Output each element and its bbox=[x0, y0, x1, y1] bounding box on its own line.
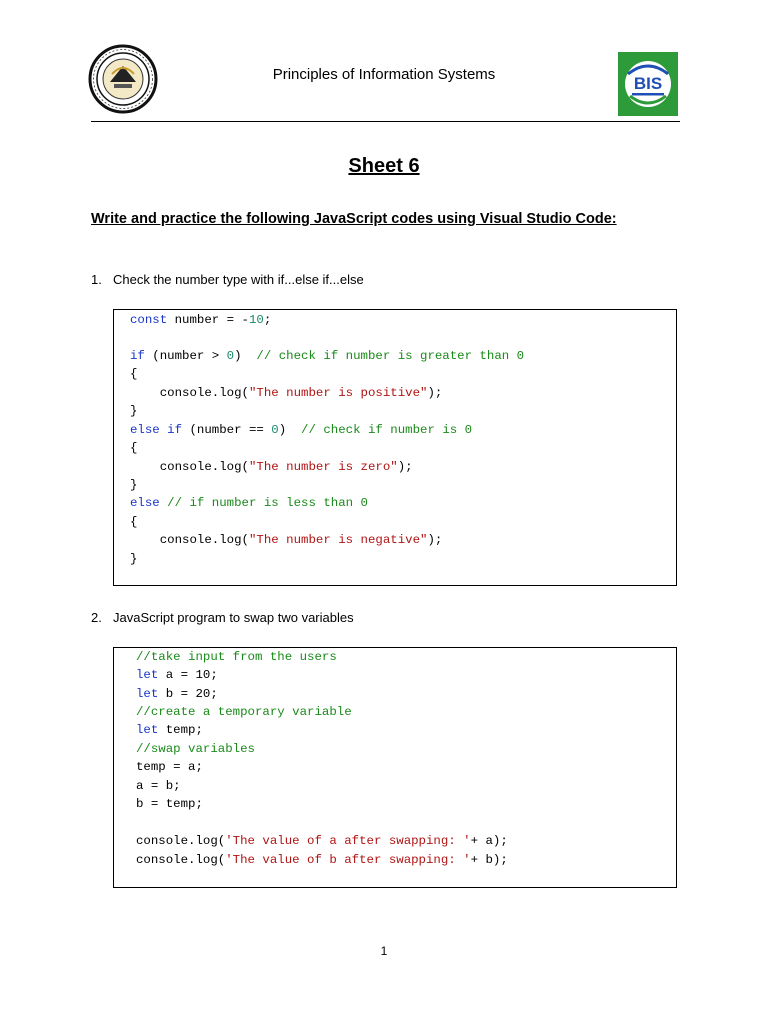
header-title: Principles of Information Systems bbox=[272, 66, 496, 83]
code-line: { bbox=[130, 515, 138, 529]
code-line: console.log("The number is positive"); bbox=[130, 386, 443, 400]
code-line: console.log('The value of b after swapping: '+ b); bbox=[136, 853, 508, 867]
page-number: 1 bbox=[380, 944, 388, 958]
bis-logo-icon bbox=[618, 52, 678, 116]
code-line: } bbox=[130, 478, 138, 492]
code-line: { bbox=[130, 441, 138, 455]
code-line: { bbox=[130, 367, 138, 381]
code-line: } bbox=[130, 552, 138, 566]
code-line: //create a temporary variable bbox=[136, 705, 352, 719]
code-line: console.log('The value of a after swapping: '+ a); bbox=[136, 834, 508, 848]
code-line: b = temp; bbox=[136, 797, 203, 811]
code-block-1 bbox=[113, 309, 677, 586]
question-number: 2. bbox=[91, 610, 102, 625]
sheet-title: Sheet 6 bbox=[348, 155, 420, 177]
question-1 bbox=[91, 272, 364, 287]
code-line: console.log("The number is negative"); bbox=[130, 533, 443, 547]
code-line: if (number > 0) // check if number is greater than 0 bbox=[130, 349, 525, 363]
question-text: Check the number type with if...else if...else bbox=[113, 272, 364, 287]
question-2 bbox=[91, 610, 354, 625]
code-line: //swap variables bbox=[136, 742, 255, 756]
question-text: JavaScript program to swap two variables bbox=[113, 610, 354, 625]
code-line: console.log("The number is zero"); bbox=[130, 460, 413, 474]
question-number: 1. bbox=[91, 272, 102, 287]
code-line: let b = 20; bbox=[136, 687, 218, 701]
code-line: temp = a; bbox=[136, 760, 203, 774]
header-divider bbox=[91, 121, 680, 122]
code-block-2 bbox=[113, 647, 677, 888]
code-line: else if (number == 0) // check if number is 0 bbox=[130, 423, 473, 437]
code-line: //take input from the users bbox=[136, 650, 337, 664]
code-line: const number = -10; bbox=[130, 313, 272, 327]
code-line: let temp; bbox=[136, 723, 203, 737]
bis-logo-text: BIS bbox=[633, 74, 663, 93]
code-line: else // if number is less than 0 bbox=[130, 496, 368, 510]
code-line: let a = 10; bbox=[136, 668, 218, 682]
code-line: a = b; bbox=[136, 779, 181, 793]
code-line: } bbox=[130, 404, 138, 418]
instruction-heading: Write and practice the following JavaScript codes using Visual Studio Code: bbox=[91, 211, 617, 227]
